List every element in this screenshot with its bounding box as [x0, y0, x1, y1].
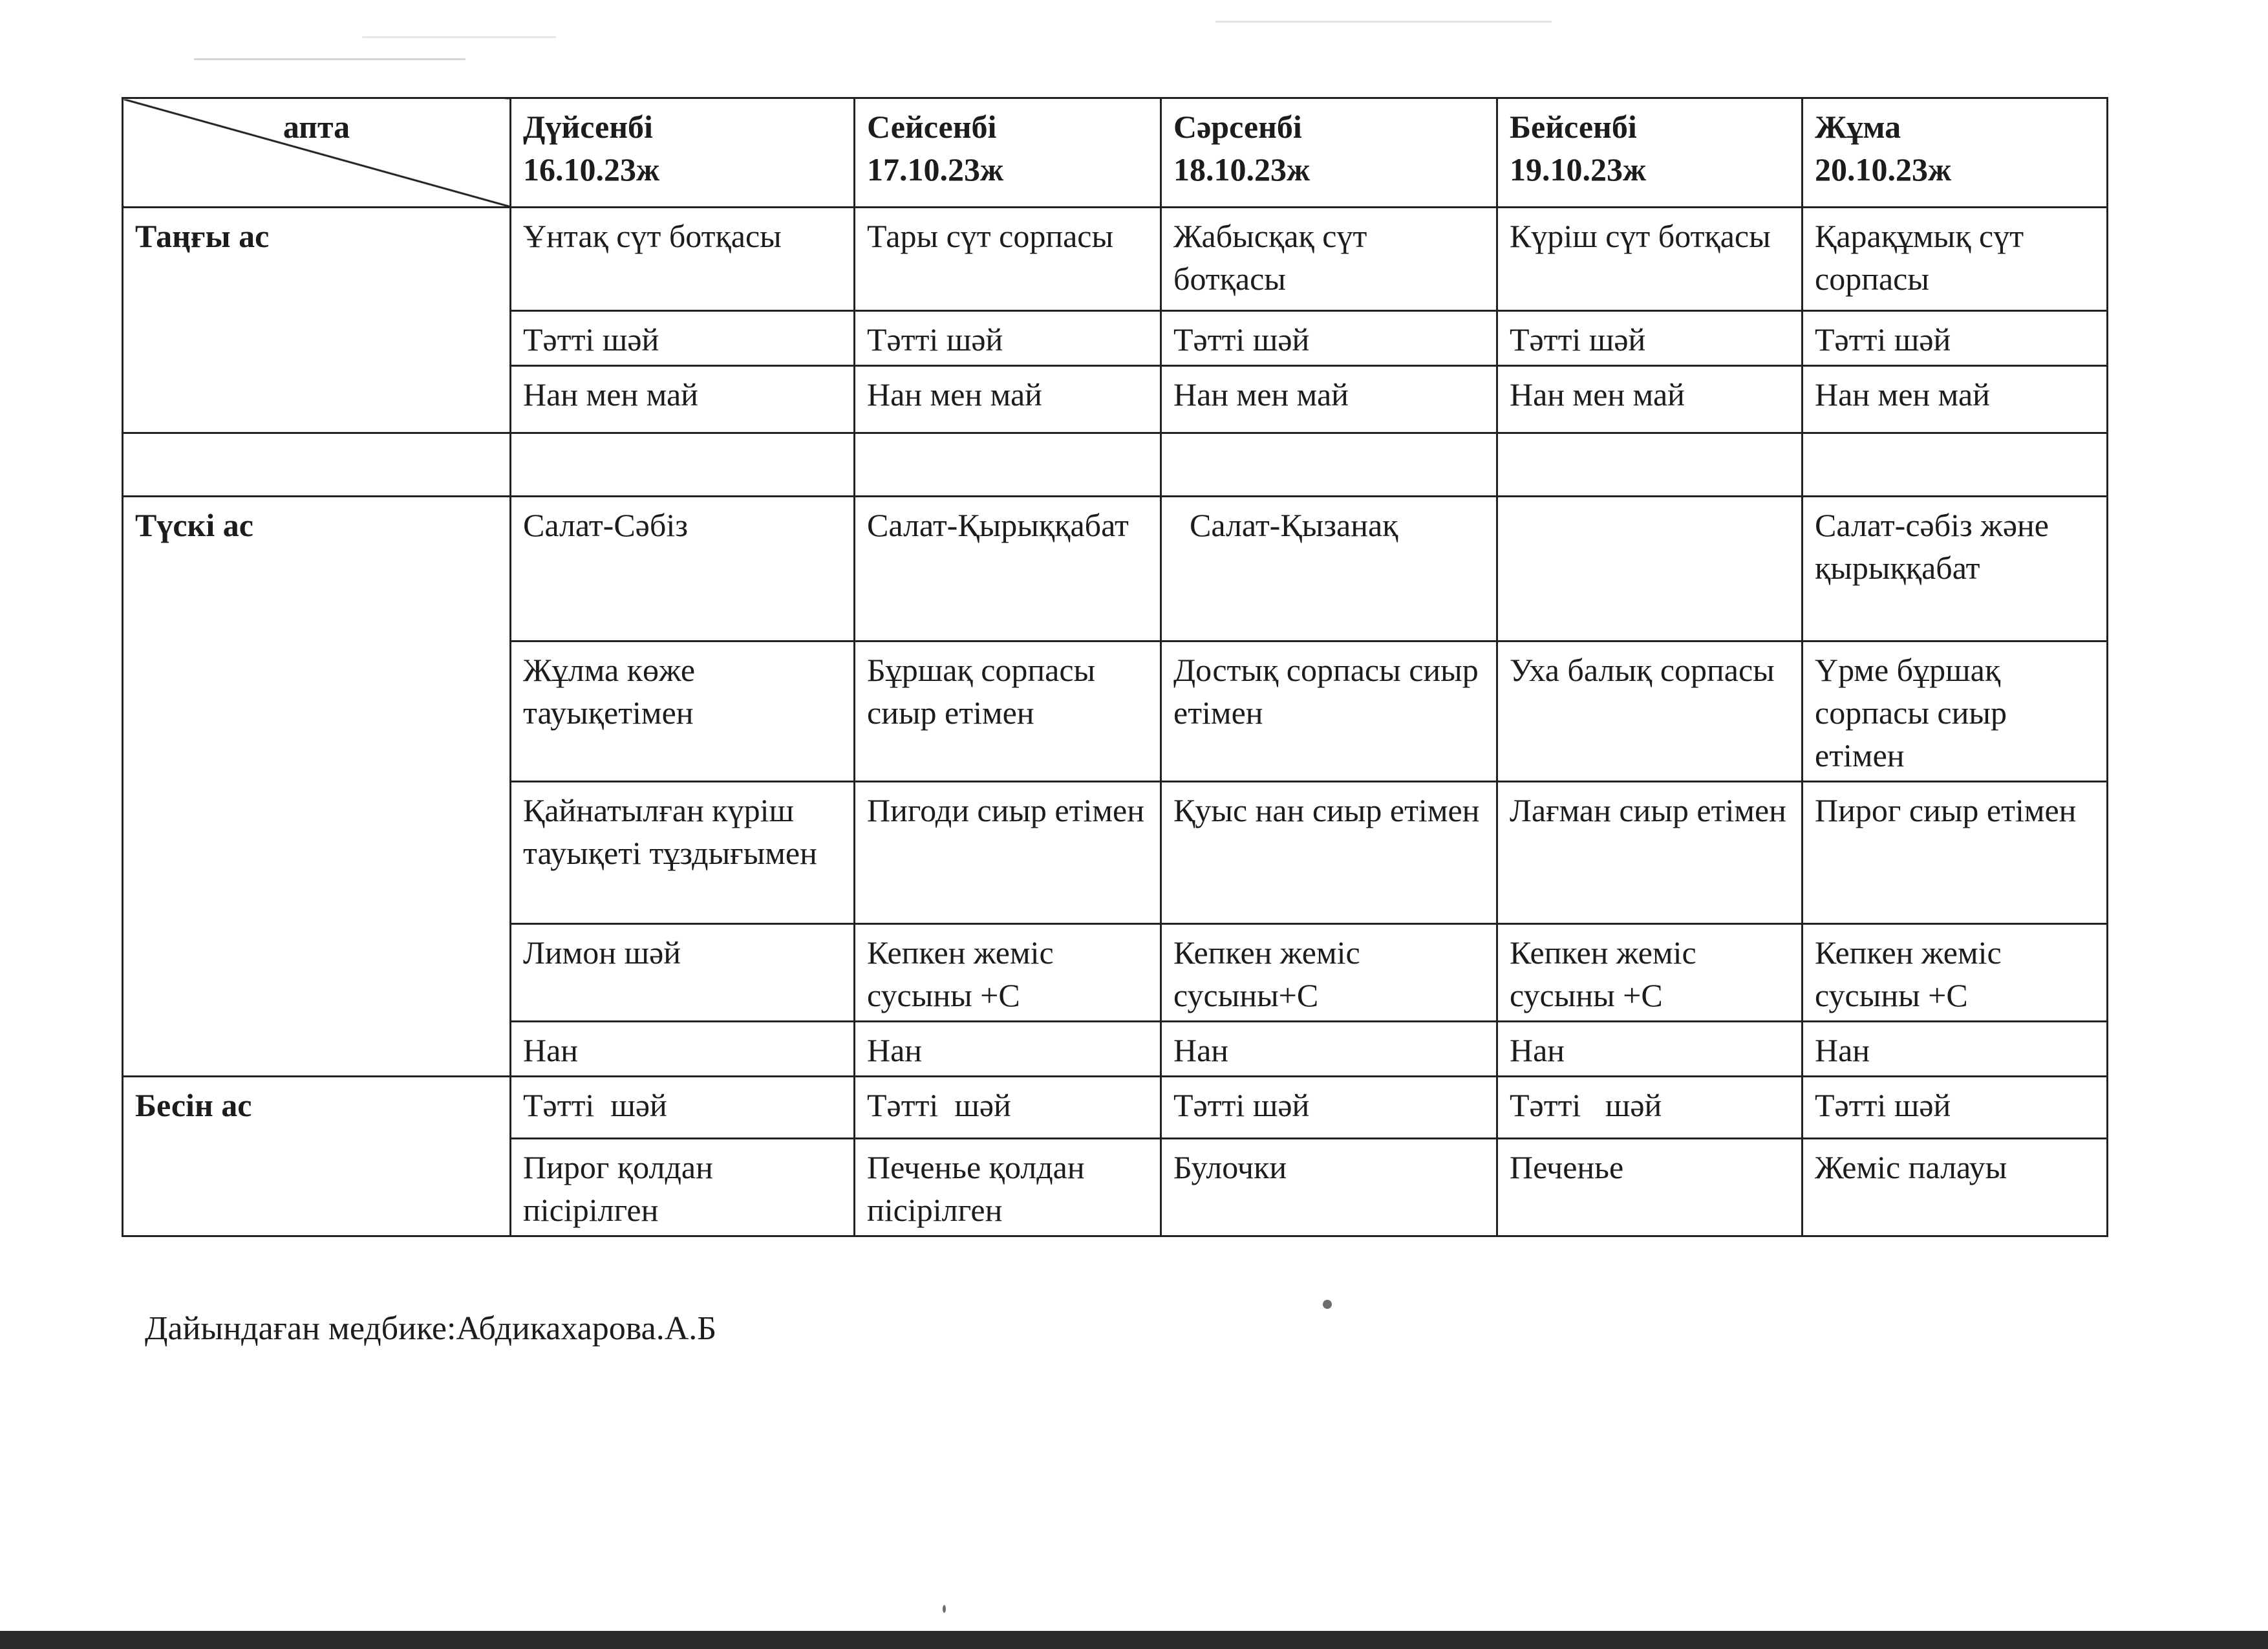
table-cell: Қайнатылған күріш тауықеті тұздығымен [511, 782, 855, 924]
table-cell: Пигоди сиыр етімен [855, 782, 1161, 924]
day-header-thursday [1497, 98, 1803, 208]
table-cell: Жабысқақ сүт ботқасы [1161, 208, 1497, 311]
table-cell: Тәтті шәй [1497, 311, 1803, 366]
table-cell: Пирог қолдан пісірілген [511, 1139, 855, 1236]
table-header-row [123, 98, 2108, 208]
table-cell: Тәтті шәй [511, 1077, 855, 1139]
scan-smudge [362, 36, 556, 38]
day-header-friday [1803, 98, 2108, 208]
table-cell: Нан мен май [1803, 366, 2108, 433]
table-cell: Тәтті шәй [1161, 311, 1497, 366]
day-header-wednesday [1161, 98, 1497, 208]
table-cell: Лағман сиыр етімен [1497, 782, 1803, 924]
table-cell: Тәтті шәй [1497, 1077, 1803, 1139]
scan-speck [1323, 1300, 1332, 1309]
meal-label-lunch: Түскі ас [123, 497, 511, 1077]
table-cell [123, 433, 511, 497]
table-cell [1161, 433, 1497, 497]
table-cell: Уха балық сорпасы [1497, 641, 1803, 782]
day-date: 16.10.23ж [523, 151, 660, 188]
table-cell: Салат-Қызанақ [1161, 497, 1497, 641]
day-date: 18.10.23ж [1173, 151, 1311, 188]
scan-smudge [1215, 21, 1552, 23]
table-cell: Жеміс палауы [1803, 1139, 2108, 1236]
table-row [123, 497, 2108, 641]
week-label: апта [283, 109, 350, 145]
scan-speck [943, 1605, 946, 1613]
table-cell: Жұлма көже тауықетімен [511, 641, 855, 782]
table-cell: Тәтті шәй [1161, 1077, 1497, 1139]
corner-cell [123, 98, 511, 208]
table-cell: Нан мен май [1161, 366, 1497, 433]
day-header-tuesday [855, 98, 1161, 208]
table-cell: Тәтті шәй [855, 311, 1161, 366]
table-cell: Кепкен жеміс сусыны +С [1803, 924, 2108, 1022]
table-cell: Тары сүт сорпасы [855, 208, 1161, 311]
table-cell: Лимон шәй [511, 924, 855, 1022]
table-cell: Нан [855, 1022, 1161, 1077]
table-cell: Нан [1161, 1022, 1497, 1077]
table-cell: Нан [1497, 1022, 1803, 1077]
day-name: Жұма [1815, 109, 1901, 145]
table-cell: Нан [1803, 1022, 2108, 1077]
table-cell: Кепкен жеміс сусыны +С [855, 924, 1161, 1022]
table-cell [511, 433, 855, 497]
table-cell: Нан мен май [855, 366, 1161, 433]
table-cell: Пирог сиыр етімен [1803, 782, 2108, 924]
table-cell: Булочки [1161, 1139, 1497, 1236]
table-cell: Нан [511, 1022, 855, 1077]
scan-bottom-edge [0, 1631, 2268, 1649]
table-row [123, 208, 2108, 311]
table-cell: Нан мен май [511, 366, 855, 433]
table-cell: Тәтті шәй [1803, 1077, 2108, 1139]
day-date: 20.10.23ж [1815, 151, 1952, 188]
table-cell [855, 433, 1161, 497]
table-cell: Достық сорпасы сиыр етімен [1161, 641, 1497, 782]
table-cell [1497, 433, 1803, 497]
table-cell [1803, 433, 2108, 497]
table-row-empty [123, 433, 2108, 497]
table-cell: Печенье [1497, 1139, 1803, 1236]
table-cell: Печенье қолдан пісірілген [855, 1139, 1161, 1236]
table-cell: Тәтті шәй [1803, 311, 2108, 366]
table-cell: Қарақұмық сүт сорпасы [1803, 208, 2108, 311]
day-name: Дүйсенбі [523, 109, 653, 145]
day-date: 17.10.23ж [867, 151, 1004, 188]
table-cell: Салат-сәбіз және қырыққабат [1803, 497, 2108, 641]
table-cell: Тәтті шәй [855, 1077, 1161, 1139]
day-header-monday [511, 98, 855, 208]
table-cell: Салат-Қырыққабат [855, 497, 1161, 641]
menu-table [122, 97, 2108, 1237]
table-cell: Кепкен жеміс сусыны +С [1497, 924, 1803, 1022]
day-name: Сәрсенбі [1173, 109, 1302, 145]
meal-label-breakfast: Таңғы ас [123, 208, 511, 433]
scan-smudge [194, 58, 465, 60]
table-cell [1497, 497, 1803, 641]
prepared-by-signature-line: Дайындаған медбике:Абдикахарова.А.Б [145, 1310, 717, 1347]
table-cell: Қуыс нан сиыр етімен [1161, 782, 1497, 924]
table-cell: Салат-Сәбіз [511, 497, 855, 641]
table-cell: Күріш сүт ботқасы [1497, 208, 1803, 311]
table-cell: Үрме бұршақ сорпасы сиыр етімен [1803, 641, 2108, 782]
table-cell: Ұнтақ сүт ботқасы [511, 208, 855, 311]
table-cell: Кепкен жеміс сусыны+С [1161, 924, 1497, 1022]
table-cell: Нан мен май [1497, 366, 1803, 433]
table-row [123, 1077, 2108, 1139]
table-cell: Тәтті шәй [511, 311, 855, 366]
table-cell: Бұршақ сорпасы сиыр етімен [855, 641, 1161, 782]
day-name: Бейсенбі [1510, 109, 1637, 145]
day-date: 19.10.23ж [1510, 151, 1647, 188]
meal-label-snack: Бесін ас [123, 1077, 511, 1236]
day-name: Сейсенбі [867, 109, 997, 145]
